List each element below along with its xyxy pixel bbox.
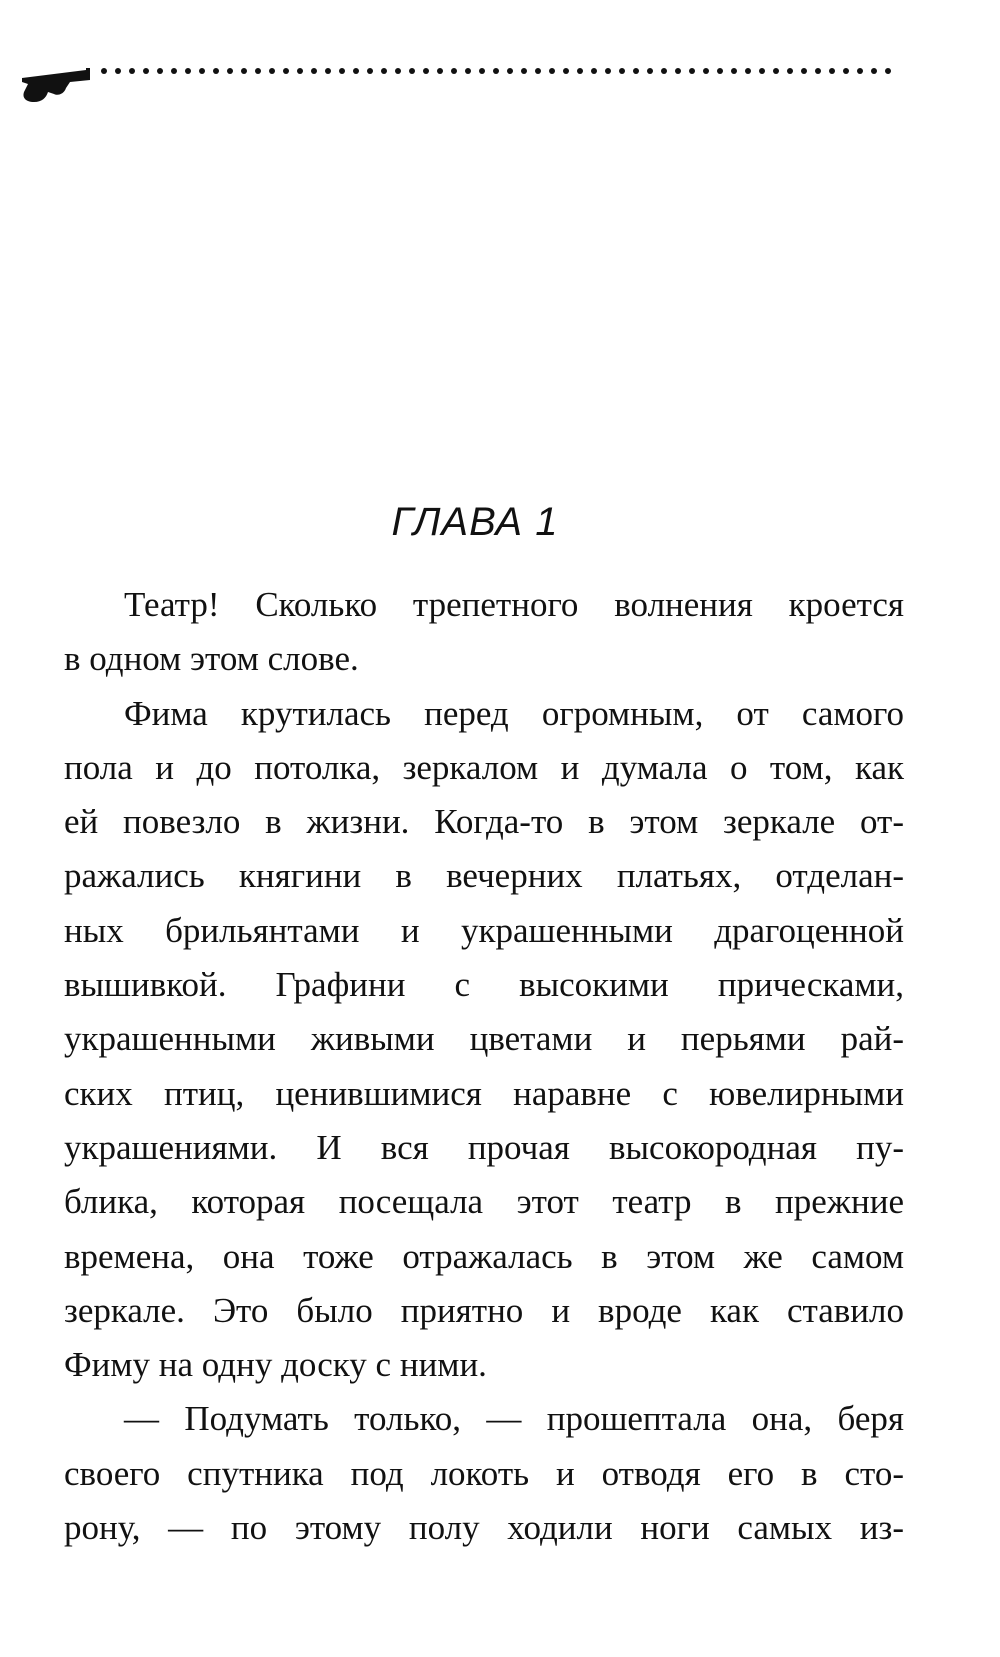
- text-line: Театр! Сколько трепетного волнения кроется: [124, 585, 904, 624]
- text-line: времена, она тоже отражалась в этом же самом: [64, 1236, 904, 1276]
- text-line: ских птиц, ценившимися наравне с ювелирными: [64, 1073, 904, 1113]
- text-line: — Подумать только, — прошептала она, беря: [124, 1399, 904, 1439]
- text-line: вышивкой. Графини с высокими прическами,: [64, 965, 904, 1005]
- body-text: [64, 578, 904, 1555]
- revolver-icon: [22, 68, 90, 102]
- text-line: Фиму на одну доску с ними.: [64, 1345, 487, 1385]
- header-ornament: [20, 58, 900, 108]
- chapter-title: ГЛАВА 1: [391, 500, 559, 544]
- text-line: блика, которая посещала этот театр в прежние: [64, 1182, 904, 1222]
- text-line: ных брильянтами и украшенными драгоценной: [64, 910, 904, 950]
- text-line: рону, — по этому полу ходили ноги самых из-: [64, 1508, 904, 1548]
- text-line: пола и до потолка, зеркалом и думала о том, как: [64, 747, 904, 787]
- text-line: украшенными живыми цветами и перьями рай-: [64, 1019, 904, 1059]
- text-line: ей повезло в жизни. Когда-то в этом зеркале от-: [64, 802, 904, 842]
- dotted-rule: [101, 68, 891, 74]
- text-line: своего спутника под локоть и отводя его в сто-: [64, 1453, 904, 1493]
- text-line: ражались княгини в вечерних платьях, отделан-: [64, 856, 904, 896]
- text-line: Фима крутилась перед огромным, от самого: [124, 693, 904, 733]
- text-line: в одном этом слове.: [64, 639, 359, 679]
- text-line: украшениями. И вся прочая высокородная пу-: [64, 1127, 904, 1167]
- text-line: зеркале. Это было приятно и вроде как ставило: [64, 1290, 904, 1330]
